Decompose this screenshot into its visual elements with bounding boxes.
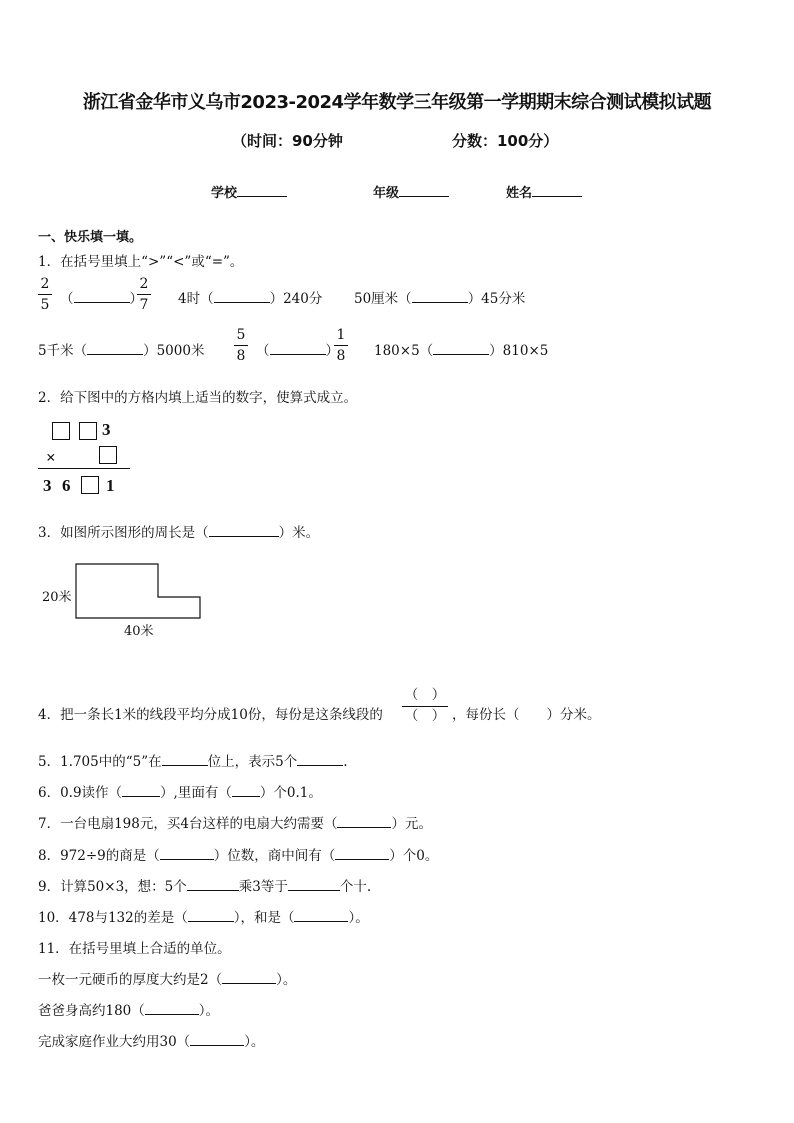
q6-part-b: ）,里面有（: [160, 785, 232, 801]
q4-stem-left: 4．把一条长1米的线段平均分成10份，每份是这条线段的: [38, 707, 383, 723]
times-sign: ×: [46, 448, 56, 467]
q9-part-b: 乘3等于: [238, 879, 288, 895]
q11-line3: [38, 1030, 264, 1050]
page-title: 浙江省金华市义乌市2023-2024学年数学三年级第一学期期末综合测试模拟试题: [82, 92, 712, 113]
answer-blank[interactable]: [145, 1000, 199, 1015]
q11-l3-right: ）。: [244, 1034, 265, 1050]
digit-box[interactable]: [99, 446, 117, 464]
digit-box[interactable]: [81, 476, 99, 494]
q4-fraction-blank[interactable]: [402, 689, 448, 723]
name-field: [506, 182, 582, 201]
q11-l1-right: ）。: [276, 972, 297, 988]
q5-part-b: 位上，表示5个: [207, 754, 298, 770]
item-left: 180×5（: [374, 343, 434, 359]
item-right: ）240分: [269, 291, 323, 307]
q9: [38, 875, 371, 895]
school-blank[interactable]: [237, 182, 287, 197]
answer-blank[interactable]: [337, 813, 391, 828]
q11-l2-left: 爸爸身高约180（: [38, 1003, 145, 1019]
q11-l2-right: ）。: [198, 1003, 220, 1019]
score-label: 分数：100分）: [452, 132, 559, 150]
answer-blank[interactable]: [74, 288, 130, 303]
grade-label: 年级: [373, 186, 400, 201]
q1-r2-paren-b: （ ）: [256, 339, 339, 359]
answer-blank[interactable]: [87, 340, 143, 355]
school-label: 学校: [211, 186, 238, 201]
height-label: 20米: [42, 590, 72, 605]
q7: [38, 812, 432, 832]
step-shape: [76, 564, 200, 618]
q2-stem: 2．给下图中的方格内填上适当的数字，使算式成立。: [38, 390, 358, 406]
item-right: ）5000米: [143, 343, 205, 359]
q8: [38, 844, 438, 864]
q4-stem-right: ，每份长（ ）分米。: [452, 707, 601, 723]
q10-part-b: ），和是（: [233, 910, 295, 926]
item-left: 4时（: [178, 291, 214, 307]
q6-part-c: ）个0.1。: [259, 785, 322, 801]
q9-part-a: 9．计算50×3，想：5个: [38, 879, 187, 895]
width-label: 40米: [124, 624, 154, 639]
q11-line2: [38, 999, 219, 1019]
denominator-paren: （ ）: [404, 707, 446, 724]
answer-blank[interactable]: [288, 876, 340, 891]
q1-r2-item1: [38, 339, 204, 359]
q10-part-a: 10．478与132的差是（: [38, 910, 188, 926]
grade-field: [373, 182, 449, 201]
q1-r1-item3: [354, 287, 525, 307]
answer-blank[interactable]: [335, 845, 389, 860]
item-left: 5千米（: [38, 343, 88, 359]
digit: 1: [106, 476, 115, 495]
denominator: 8: [236, 348, 246, 364]
q3-stem: [38, 521, 319, 541]
answer-blank[interactable]: [162, 751, 208, 766]
numerator: 2: [38, 277, 52, 295]
answer-blank[interactable]: [187, 876, 239, 891]
time-label: （时间：90分钟: [232, 132, 343, 150]
q6: [38, 781, 322, 801]
q5-part-c: .: [343, 754, 348, 770]
answer-blank[interactable]: [160, 845, 214, 860]
digit: 6: [62, 476, 71, 495]
q5: [38, 750, 348, 770]
denominator: 5: [40, 297, 50, 313]
answer-blank[interactable]: [297, 751, 343, 766]
stem-right: ）米。: [278, 525, 320, 541]
q1-r1-paren-a: （ ）: [60, 287, 143, 307]
digit-box[interactable]: [52, 422, 70, 440]
digit: 3: [43, 476, 52, 495]
school-field: [211, 182, 287, 201]
q1-r1-item2: [178, 287, 322, 307]
item-right: ）810×5: [489, 343, 549, 359]
answer-blank[interactable]: [232, 782, 260, 797]
q6-part-a: 6．0.9读作（: [38, 785, 123, 801]
digit-box[interactable]: [79, 422, 97, 440]
q11-line1: [38, 968, 296, 988]
answer-blank[interactable]: [412, 288, 468, 303]
q1-r2-fraction-a: [234, 328, 248, 363]
answer-blank[interactable]: [188, 907, 234, 922]
product-line: [38, 468, 130, 469]
name-blank[interactable]: [532, 182, 582, 197]
q8-part-a: 8．972÷9的商是（: [38, 848, 160, 864]
answer-blank[interactable]: [122, 782, 160, 797]
q10: [38, 906, 369, 926]
answer-blank[interactable]: [190, 1031, 244, 1046]
q7-part-b: ）元。: [391, 816, 432, 832]
grade-blank[interactable]: [399, 182, 449, 197]
q10-part-c: ）。: [348, 910, 369, 926]
q11-stem: 11．在括号里填上合适的单位。: [38, 941, 231, 957]
q2-multiplication: [38, 420, 138, 500]
answer-blank[interactable]: [294, 907, 348, 922]
answer-blank[interactable]: [433, 340, 489, 355]
q8-part-b: ）位数，商中间有（: [213, 848, 336, 864]
name-label: 姓名: [506, 186, 533, 201]
answer-blank[interactable]: [214, 288, 270, 303]
answer-blank[interactable]: [209, 522, 279, 537]
stem-left: 3．如图所示图形的周长是（: [38, 525, 209, 541]
item-left: 50厘米（: [354, 291, 412, 307]
q8-part-c: ）个0。: [389, 848, 439, 864]
numerator-paren: （ ）: [402, 689, 448, 707]
numerator: 1: [334, 328, 348, 346]
q1-r1-fraction-b: [137, 277, 151, 312]
q9-part-c: 个十.: [339, 879, 372, 895]
denominator: 7: [139, 297, 149, 313]
q1-r1-fraction-a: [38, 277, 52, 312]
numerator: 2: [137, 277, 151, 295]
digit: 3: [102, 420, 111, 439]
numerator: 5: [234, 328, 248, 346]
q11-l1-left: 一枚一元硬币的厚度大约是2（: [38, 972, 223, 988]
q5-part-a: 5．1.705中的“5”在: [38, 754, 162, 770]
item-right: ）45分米: [467, 291, 526, 307]
q1-stem: 1．在括号里填上“>”“<”或“=”。: [38, 254, 244, 270]
q7-part-a: 7．一台电扇198元，买4台这样的电扇大约需要（: [38, 816, 338, 832]
q1-r2-item3: [374, 339, 548, 359]
answer-blank[interactable]: [270, 340, 326, 355]
answer-blank[interactable]: [222, 969, 276, 984]
section-heading: 一、快乐填一填。: [38, 230, 143, 245]
q1-r2-fraction-b: [334, 328, 348, 363]
q11-l3-left: 完成家庭作业大约用30（: [38, 1034, 191, 1050]
denominator: 8: [336, 348, 346, 364]
